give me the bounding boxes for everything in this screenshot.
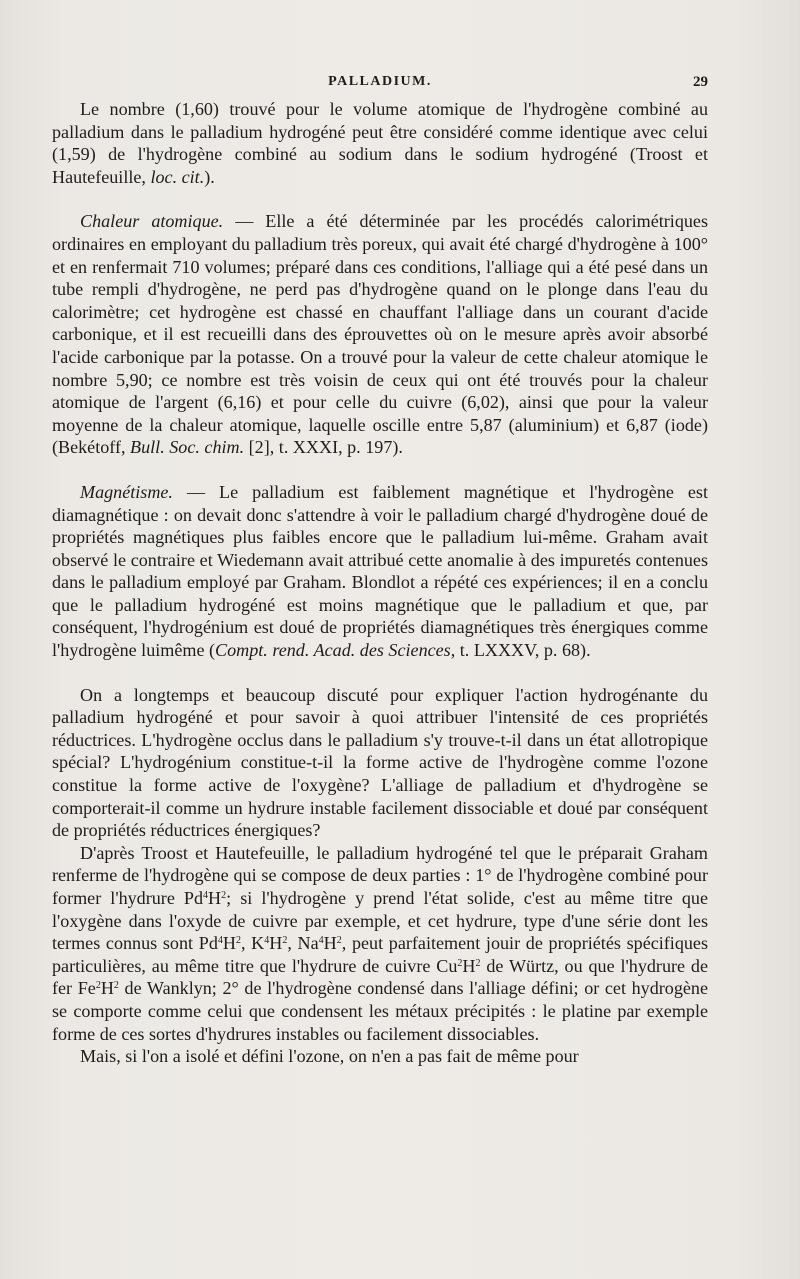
running-title: PALLADIUM. <box>328 74 432 89</box>
citation: Compt. rend. Acad. des Sciences <box>215 640 451 661</box>
formula-sup: 4 <box>203 890 209 901</box>
paragraph-troost-hautefeuille: D'après Troost et Hautefeuille, le palladium hydrogéné tel que le préparait Graham renferme de l'hydrogène qui se compose de deux parties : 1° de l'hydrogène combiné pour former l'hydrure $Pd^4H^2$; si l'hydrogène y prend l'état solide, c'est au même titre que l'oxygène dans l'oxyde de cuivre par exemple, et cet hydrure, type d'une série dont les termes connus sont $Pd^4H^2$, $K^4H^2$, $Na^4H^2$, peut parfaitement jouir de propriétés spécifiques particulières, au même titre que l'hydrure de cuivre $Cu^2H^2$ de Würtz, ou que l'hydrure de fer $Fe^2H^2$ de Wanklyn; 2° de l'hydrogène condensé dans l'alliage défini; or cet hydrogène se comporte comme celui que condensent les métaux précipités : le platine par exemple forme de ces sortes d'hydrures instables ou facilement dissociables. <box>52 842 708 1044</box>
paragraph-discussion: On a longtemps et beaucoup discuté pour expliquer l'action hydrogénante du palladium hydrogéné et pour savoir à quoi attribuer l'intensité de ces propriétés réductrices. L'hydrogène occlus dans le palladium s'y trouve-t-il dans un état allotropique spécial? L'hydrogénium constitue-t-il la forme active de l'hydrogène comme l'ozone constitue la forme active de l'oxygène? L'alliage de palladium et d'hydrogène se comporterait-il comme un hydrure instable facilement dissociable et doué par conséquent de propriétés réductrices énergiques? <box>52 684 708 841</box>
paragraph-volume-atomique: Le nombre (1,60) trouvé pour le volume atomique de l'hydrogène combiné au palladium dans le palladium hydrogéné peut être considéré comme identique avec celui (1,59) de l'hydrogène combiné au sodium dans le sodium hydrogéné (Troost et Hautefeuille, loc. cit.). <box>52 99 708 187</box>
formula: $Fe^2H^2$ <box>77 978 119 999</box>
formula-sup: 2 <box>221 890 227 901</box>
formula: $Pd^4H^2$ <box>198 933 241 954</box>
paragraph-magnetisme: Magnétisme. — Le palladium est faiblement magnétique et l'hydrogène est diamagnétique : on devait donc s'attendre à voir le palladium chargé d'hydrogène doué de propriétés magnétiques plus faibles encore que le palladium lui-même. Graham avait observé le contraire et Wiedemann avait attribué cette anomalie à des impuretés contenues dans le palladium employé par Graham. Blondlot a répété ces expériences; il en a conclu que le palladium hydrogéné est moins magnétique que le palladium et que, par conséquent, l'hydrogénium est doué de propriétés diamagnétiques très énergiques comme l'hydrogène luimême (Compt. rend. Acad. des Sciences, t. LXXXV, p. 68). <box>52 481 708 661</box>
formula: $K^4H^2$ <box>251 933 288 954</box>
formula: $Cu^2H^2$ <box>436 955 481 976</box>
formula: $Na^4H^2$ <box>297 933 342 954</box>
section-heading: Magnétisme. <box>80 481 173 502</box>
section-heading: Chaleur atomique. <box>80 211 224 232</box>
citation: loc. cit. <box>150 166 205 187</box>
citation: Bull. Soc. chim. <box>130 437 245 458</box>
paragraph-chaleur-atomique: Chaleur atomique. — Elle a été déterminée par les procédés calorimétriques ordinaires en employant du palladium très poreux, qui avait été chargé d'hydrogène à 100° et en renfermait 710 volumes; préparé dans ces conditions, l'alliage qui a été pesé dans un tube rempli d'hydrogène, ne perd pas d'hydrogène quand on le plonge dans l'eau du calorimètre; cet hydrogène est chassé en chauffant l'alliage dans un courant d'acide carbonique, et il est recueilli dans des éprouvettes où on le mesure après avoir absorbé l'acide carbonique par la potasse. On a trouvé pour la valeur de cette chaleur atomique le nombre 5,90; ce nombre est très voisin de ceux qui ont été trouvés pour la chaleur atomique de l'argent (6,16) et pour celle du cuivre (6,02), ainsi que pour la valeur moyenne de la chaleur atomique, laquelle oscille entre 5,87 (aluminium) et 6,87 (iode) (Bekétoff, Bull. Soc. chim. [2], t. XXXI, p. 197). <box>52 211 708 458</box>
page-body <box>52 98 708 1068</box>
paragraph-last: Mais, si l'on a isolé et défini l'ozone, on n'en a pas fait de même pour <box>80 1046 579 1067</box>
page-number: 29 <box>693 74 708 90</box>
running-head <box>52 74 708 96</box>
